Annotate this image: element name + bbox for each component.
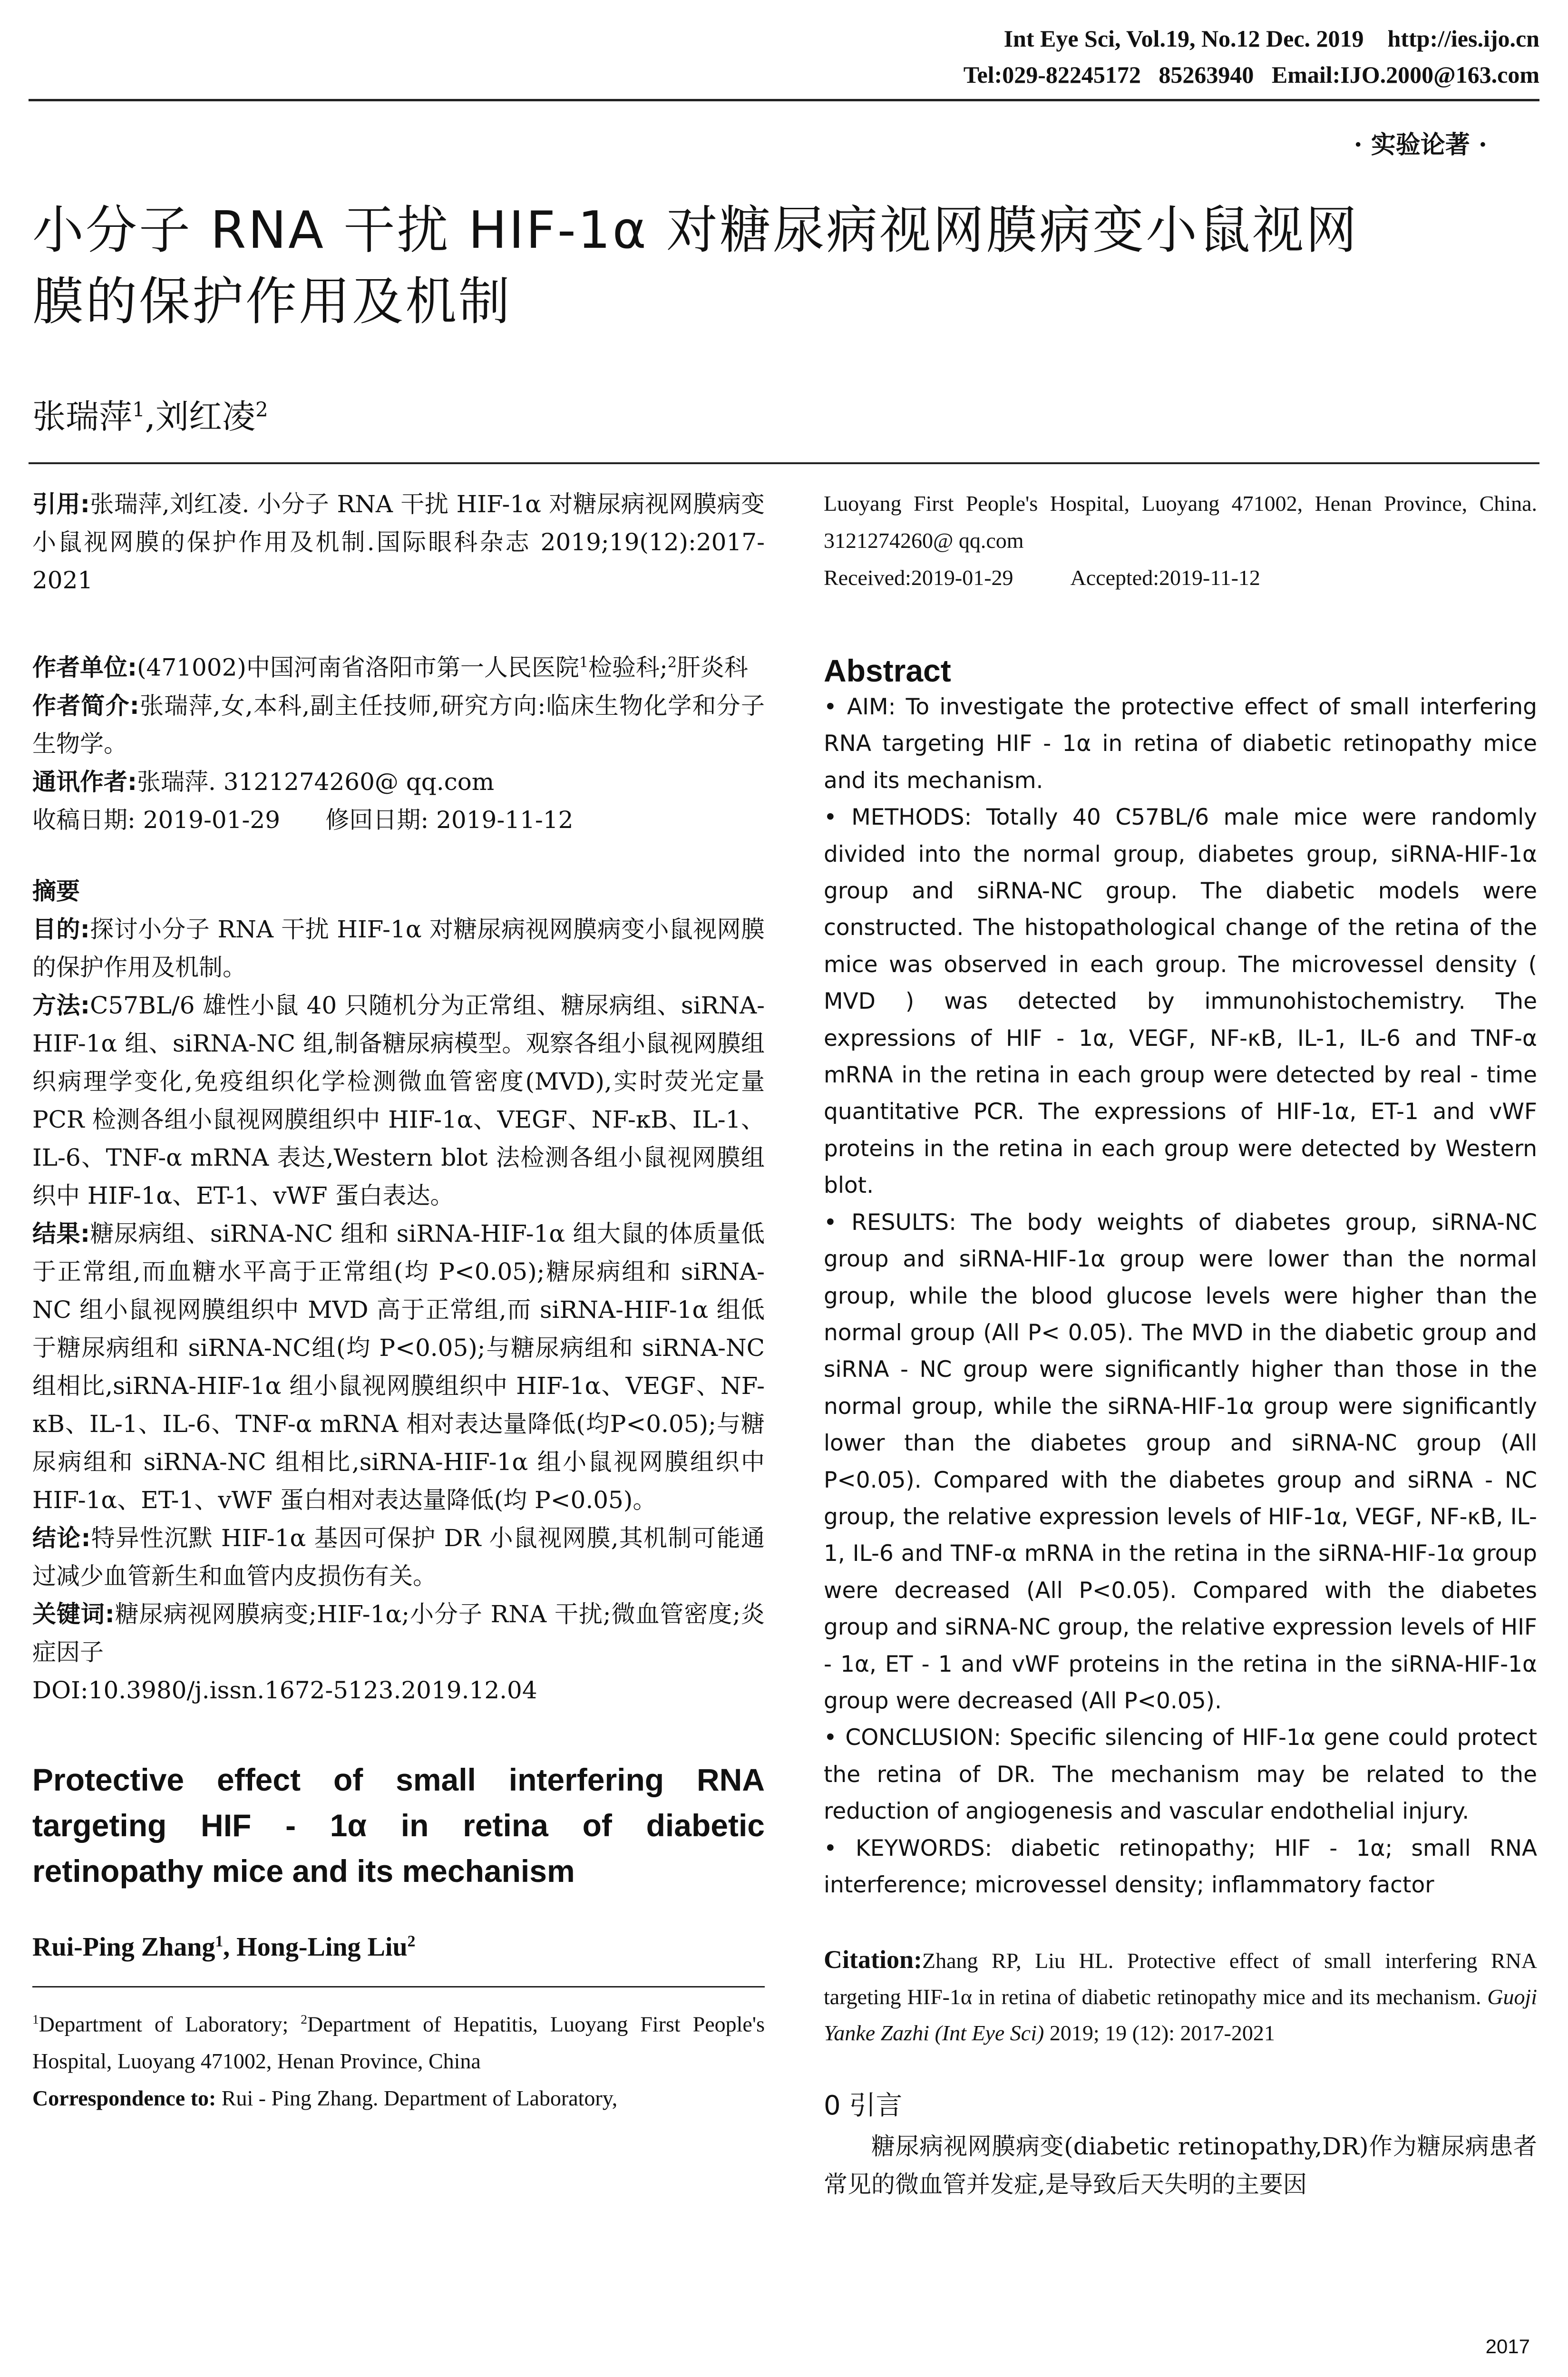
author-affiliation bbox=[32, 644, 765, 687]
abstract-en-heading: Abstract bbox=[824, 653, 951, 688]
affiliation-sup2: 2 bbox=[667, 654, 677, 671]
corr-text: 张瑞萍. 3121274260@ qq.com bbox=[137, 768, 495, 796]
abstract-en-results: • RESULTS: The body weights of diabetes group, siRNA-NC group and siRNA-HIF-1α group were lower than the normal group, while the blood glucose levels were higher than the normal group (All P< 0.05). The MVD in the diabetic group and siRNA - NC group were significantly higher than those in the normal group, while the siRNA-HIF-1α group were significantly lower than the diabetes group and siRNA-NC group (All P<0.05). Compared with the diabetes group and siRNA - NC group, the relative expression levels of HIF-1α, VEGF, NF-κB, IL-1, IL-6 and TNF-α mRNA in the retina in the siRNA-HIF-1α group were decreased (All P<0.05). Compared with the diabetes group and siRNA-NC group, the relative expression levels of HIF - 1α, ET - 1 and vWF proteins in the retina in the siRNA-HIF-1α group were decreased (All P<0.05). bbox=[824, 1209, 1537, 1714]
title-en: Protective effect of small interfering RNA targeting HIF - 1α in retina of diabetic retinopathy mice and its mechanism bbox=[32, 1762, 765, 1889]
abstract-zh-results: 结果:糖尿病组、siRNA-NC 组和 siRNA-HIF-1α 组大鼠的体质量低于正常组,而血糖水平高于正常组(均 P<0.05);糖尿病组和 siRNA-NC 组小鼠视网膜组织中 MVD 高于正常组,而 siRNA-HIF-1α 组低于糖尿病组和 siRNA-NC组(均 P<0.05);与糖尿病组和 siRNA-NC 组相比,siRNA-HIF-1α 组小鼠视网膜组织中 HIF-1α、VEGF、NF-κB、IL-1、IL-6、TNF-α mRNA 相对表达量降低(均P<0.05);与糖尿病组和 siRNA-NC 组相比,siRNA-HIF-1α 组小鼠视网膜组织中 HIF-1α、ET-1、vWF 蛋白相对表达量降低(均 P<0.05)。 bbox=[32, 1219, 765, 1514]
footnote-affiliations: $^1$Department of Laboratory; $^2$Department of Hepatitis, Luoyang First People's Hospital, Luoyang 471002, Henan Province, China bbox=[32, 2011, 765, 2073]
section-tag: · 实验论著 · bbox=[1354, 130, 1487, 159]
correspondence-text: Rui - Ping Zhang. Department of Laboratory, bbox=[216, 2085, 618, 2110]
title-zh bbox=[32, 195, 1535, 338]
corr-label: 通讯作者: bbox=[32, 768, 137, 796]
intro-paragraph: 糖尿病视网膜病变(diabetic retinopathy,DR)作为糖尿病患者常见的微血管并发症,是导致后天失明的主要因 bbox=[824, 2133, 1537, 2199]
abstract-en-conclusion: • CONCLUSION: Specific silencing of HIF-1α gene could protect the retina of DR. The mechanism may be related to the reduction of angiogenesis and vascular endothelial injury. bbox=[824, 1724, 1537, 1825]
author-zh-sep: , bbox=[145, 397, 156, 436]
citation-en-label: Citation: bbox=[824, 1945, 922, 1974]
author-intro-label: 作者简介: bbox=[32, 692, 139, 720]
abstract-zh-aim: 目的:探讨小分子 RNA 干扰 HIF-1α 对糖尿病视网膜病变小鼠视网膜的保护作用及机制。 bbox=[32, 915, 765, 981]
doi[interactable]: DOI:10.3980/j.issn.1672-5123.2019.12.04 bbox=[32, 1676, 537, 1704]
author-zh-1-sup: 1 bbox=[132, 398, 145, 421]
corresponding-author bbox=[32, 763, 765, 801]
author-en-1: Rui-Ping Zhang bbox=[32, 1932, 215, 1962]
citation-en-rest: 2019; 19 (12): 2017-2021 bbox=[1044, 2021, 1275, 2046]
author-zh-2: 刘红凌 bbox=[156, 397, 255, 436]
author-en-2-sup: 2 bbox=[407, 1932, 416, 1950]
received-date: Received:2019-01-29 bbox=[824, 565, 1013, 590]
authors-zh bbox=[32, 390, 268, 438]
affiliation-text2: 检验科; bbox=[588, 653, 668, 682]
abstract-en-keywords: • KEYWORDS: diabetic retinopathy; HIF - 1α; small RNA interference; microvessel density; inflammatory factor bbox=[824, 1835, 1537, 1898]
dates-zh: 收稿日期: 2019-01-29 修回日期: 2019-11-12 bbox=[32, 806, 574, 834]
journal-header-line1: Int Eye Sci, Vol.19, No.12 Dec. 2019 http://ies.ijo.cn bbox=[1003, 25, 1539, 52]
footnote-correspondence bbox=[32, 2080, 765, 2117]
right-column bbox=[824, 485, 1537, 2203]
citation-en bbox=[824, 1941, 1537, 2051]
affiliation-text3: 肝炎科 bbox=[676, 653, 748, 682]
affiliation-text: (471002)中国河南省洛阳市第一人民医院 bbox=[137, 653, 579, 682]
author-en-2: Hong-Ling Liu bbox=[236, 1932, 408, 1962]
intro-heading: 0 引言 bbox=[824, 2090, 903, 2122]
abstract-en-aim: • AIM: To investigate the protective effect of small interfering RNA targeting HIF - 1α in retina of diabetic retinopathy mice and its mechanism. bbox=[824, 694, 1537, 794]
accepted-date: Accepted:2019-11-12 bbox=[1070, 565, 1260, 590]
citation-zh-text: 张瑞萍,刘红凌. 小分子 RNA 干扰 HIF-1α 对糖尿病视网膜病变小鼠视网膜的保护作用及机制.国际眼科杂志 2019;19(12):2017-2021 bbox=[32, 490, 765, 594]
correspondence-label: Correspondence to: bbox=[32, 2085, 216, 2110]
abstract-zh-methods: 方法:C57BL/6 雄性小鼠 40 只随机分为正常组、糖尿病组、siRNA-HIF-1α 组、siRNA-NC 组,制备糖尿病模型。观察各组小鼠视网膜组织病理学变化,免疫组织化学检测微血管密度(MVD),实时荧光定量 PCR 检测各组小鼠视网膜组织中 HIF-1α、VEGF、NF-κB、IL-1、IL-6、TNF-α mRNA 表达,Western blot 法检测各组小鼠视网膜组织中 HIF-1α、ET-1、vWF 蛋白表达。 bbox=[32, 991, 765, 1209]
received-accepted bbox=[824, 559, 1537, 596]
author-en-1-sup: 1 bbox=[215, 1932, 224, 1950]
authors-rule bbox=[29, 462, 1539, 464]
journal-header-line2: Tel:029-82245172 85263940 Email:IJO.2000@163.com bbox=[963, 61, 1539, 88]
author-intro bbox=[32, 687, 765, 763]
affiliation-sup1: 1 bbox=[579, 654, 588, 671]
abstract-en-methods: • METHODS: Totally 40 C57BL/6 male mice were randomly divided into the normal group, diabetes group, siRNA-HIF-1α group and siRNA-NC group. The diabetic models were constructed. The histopathological change of the retina of the mice was observed in each group. The microvessel density ( MVD ) was detected by immunohistochemistry. The expressions of HIF - 1α, VEGF, NF-κB, IL-1, IL-6 and TNF-α mRNA in the retina in each group were detected by real - time quantitative PCR. The expressions of HIF-1α, ET-1 and vWF proteins in the retina in each group were detected by Western blot. bbox=[824, 804, 1537, 1199]
header-rule bbox=[29, 99, 1539, 101]
citation-zh bbox=[32, 485, 765, 599]
citation-en-text: Zhang RP, Liu HL. Protective effect of small interfering RNA targeting HIF-1α in retina of diabetic retinopathy mice and its mechanism. bbox=[824, 1948, 1537, 2009]
author-en-sep: , bbox=[223, 1932, 237, 1962]
page-number: 2017 bbox=[1485, 2335, 1530, 2358]
citation-zh-label: 引用: bbox=[32, 490, 90, 518]
abstract-zh-keywords: 关键词:糖尿病视网膜病变;HIF-1α;小分子 RNA 干扰;微血管密度;炎症因子 bbox=[32, 1600, 765, 1666]
author-intro-text: 张瑞萍,女,本科,副主任技师,研究方向:临床生物化学和分子生物学。 bbox=[32, 692, 765, 758]
title-zh-line2: 膜的保护作用及机制 bbox=[32, 272, 512, 331]
abstract-zh-conclusion: 结论:特异性沉默 HIF-1α 基因可保护 DR 小鼠视网膜,其机制可能通过减少血管新生和血管内皮损伤有关。 bbox=[32, 1524, 765, 1590]
left-column bbox=[32, 485, 765, 2117]
citation-en-journal: Guoji Yanke Zazhi (Int Eye Sci) bbox=[824, 1985, 1538, 2046]
abstract-zh-heading: 摘要 bbox=[32, 877, 80, 905]
author-zh-1: 张瑞萍 bbox=[32, 397, 132, 436]
affiliation-label: 作者单位: bbox=[32, 653, 137, 682]
authors-en bbox=[32, 1932, 765, 1962]
author-zh-2-sup: 2 bbox=[255, 398, 268, 421]
footnote-continuation: Luoyang First People's Hospital, Luoyang 471002, Henan Province, China. 3121274260@ qq.com bbox=[824, 491, 1537, 553]
title-zh-line1: 小分子 RNA 干扰 HIF-1α 对糖尿病视网膜病变小鼠视网 bbox=[32, 201, 1359, 260]
